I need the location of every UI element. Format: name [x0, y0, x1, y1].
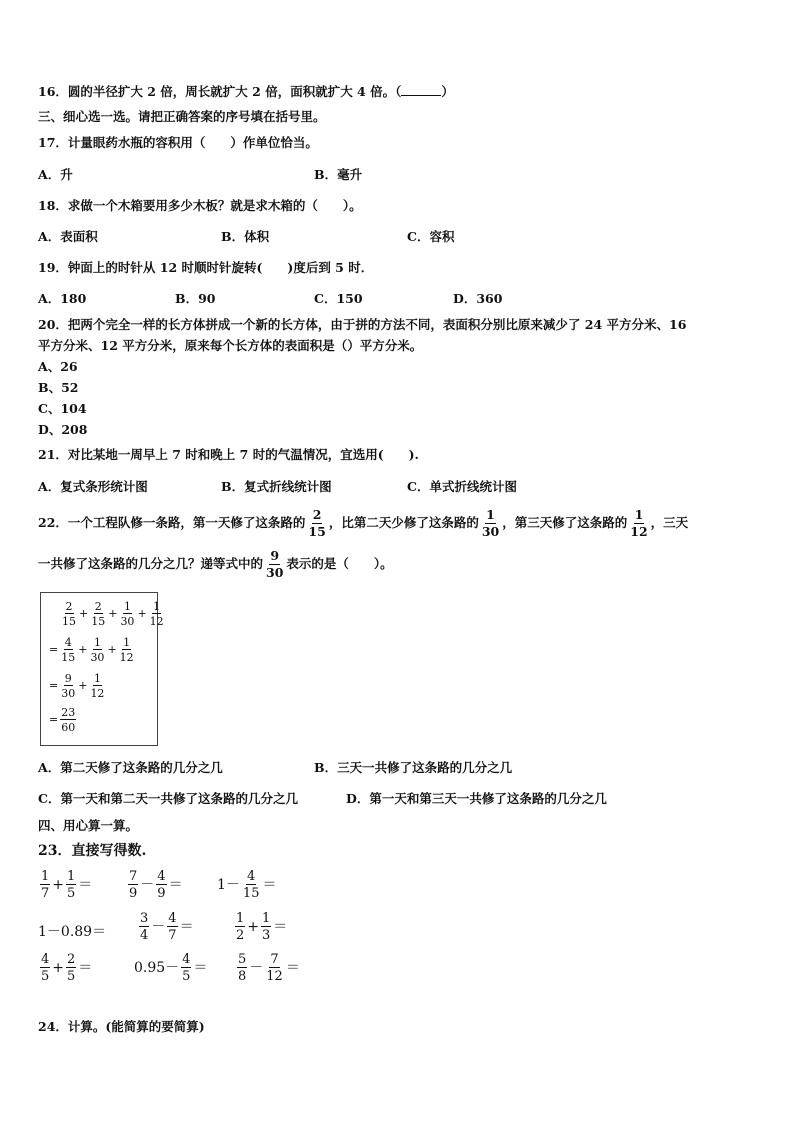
calc-item: $\frac{5}{8}$ － $\frac{7}{12}$ ＝ — [238, 952, 300, 984]
option-a[interactable]: A、26 — [38, 359, 78, 374]
option-d[interactable]: D、208 — [38, 422, 88, 437]
answer-blank[interactable] — [401, 83, 441, 96]
option-b[interactable]: B．复式折线统计图 — [221, 479, 332, 494]
question-17: 17．计量眼药水瓶的容积用（ ）作单位恰当。 — [38, 135, 318, 150]
question-18: 18．求做一个木箱要用多少木板？就是求木箱的（ ）。 — [38, 198, 362, 213]
section-3-heading: 三、细心选一选。请把正确答案的序号填在括号里。 — [38, 109, 326, 124]
calc-step-3: = $\frac{9}{30}$ + $\frac{1}{12}$ — [49, 672, 105, 700]
option-d[interactable]: D．360 — [453, 291, 503, 306]
option-c[interactable]: C．150 — [314, 291, 363, 306]
question-19: 19．钟面上的时针从 12 时顺时针旋转( )度后到 5 时． — [38, 260, 374, 275]
calc-item: $\frac{3}{4}$ － $\frac{4}{7}$ ＝ — [140, 911, 194, 943]
question-24: 24．计算。(能简算的要简算) — [38, 1019, 205, 1034]
option-b[interactable]: B．体积 — [221, 229, 270, 244]
calc-item: 0.95－ $\frac{4}{5}$ ＝ — [134, 952, 208, 984]
option-b[interactable]: B．毫升 — [314, 167, 363, 182]
calc-step-2: = $\frac{4}{15}$ + $\frac{1}{30}$ + $\frac{1}{12}$ — [49, 636, 134, 664]
option-a[interactable]: A．180 — [38, 291, 87, 306]
fraction: $\frac{2}{15}$ — [308, 507, 326, 539]
question-22-line-2: 一共修了这条路的几分之几？递等式中的 $\frac{9}{30}$ 表示的是（ ）。 — [38, 548, 393, 580]
option-a[interactable]: A．表面积 — [38, 229, 98, 244]
option-a[interactable]: A．复式条形统计图 — [38, 479, 148, 494]
section-4-heading: 四、用心算一算。 — [38, 818, 139, 833]
fraction: $\frac{1}{12}$ — [630, 507, 648, 539]
fraction: $\frac{9}{30}$ — [266, 548, 284, 580]
option-c[interactable]: C、104 — [38, 401, 87, 416]
calc-step-1: $\frac{2}{15}$ + $\frac{2}{15}$ + $\frac{1}{30}$ + $\frac{1}{12}$ — [62, 600, 164, 628]
calc-item: 1－0.89＝ — [38, 924, 107, 940]
calc-item: $\frac{7}{9}$ － $\frac{4}{9}$ ＝ — [129, 869, 183, 901]
option-c[interactable]: C．第一天和第二天一共修了这条路的几分之几 — [38, 791, 298, 806]
question-23-title: 23．直接写得数. — [38, 843, 147, 859]
calc-step-4: = $\frac{23}{60}$ — [49, 706, 76, 734]
option-d[interactable]: D．第一天和第三天一共修了这条路的几分之几 — [346, 791, 607, 806]
option-b[interactable]: B．90 — [175, 291, 216, 306]
option-a[interactable]: A．第二天修了这条路的几分之几 — [38, 760, 223, 775]
question-22-line-1: 22．一个工程队修一条路，第一天修了这条路的 $\frac{2}{15}$ ，比第二天少修了这条路的 $\frac{1}{30}$ ，第三天修了这条路的 $\frac{1}{12}$ ，三天 — [38, 507, 689, 539]
question-20-line-2: 平方分米、12 平方分米，原来每个长方体的表面积是（）平方分米。 — [38, 338, 423, 353]
calc-item: 1－ $\frac{4}{15}$ ＝ — [217, 869, 277, 901]
question-16: 16．圆的半径扩大 2 倍，周长就扩大 2 倍，面积就扩大 4 倍。（ ） — [38, 84, 454, 99]
option-b[interactable]: B、52 — [38, 380, 79, 395]
calc-item: $\frac{4}{5}$ + $\frac{2}{5}$ ＝ — [41, 952, 93, 984]
calc-item: $\frac{1}{7}$ + $\frac{1}{5}$ ＝ — [41, 869, 93, 901]
option-b[interactable]: B．三天一共修了这条路的几分之几 — [314, 760, 513, 775]
option-c[interactable]: C．单式折线统计图 — [407, 479, 517, 494]
option-c[interactable]: C．容积 — [407, 229, 455, 244]
option-a[interactable]: A．升 — [38, 167, 73, 182]
calculation-box — [40, 592, 164, 746]
question-21: 21．对比某地一周早上 7 时和晚上 7 时的气温情况，宜选用( ). — [38, 447, 419, 462]
fraction: $\frac{1}{30}$ — [481, 507, 500, 539]
calc-item: $\frac{1}{2}$ + $\frac{1}{3}$ ＝ — [236, 911, 288, 943]
question-20-line-1: 20．把两个完全一样的长方体拼成一个新的长方体，由于拼的方法不同，表面积分别比原来减少了 24 平方分米、16 — [38, 317, 687, 332]
